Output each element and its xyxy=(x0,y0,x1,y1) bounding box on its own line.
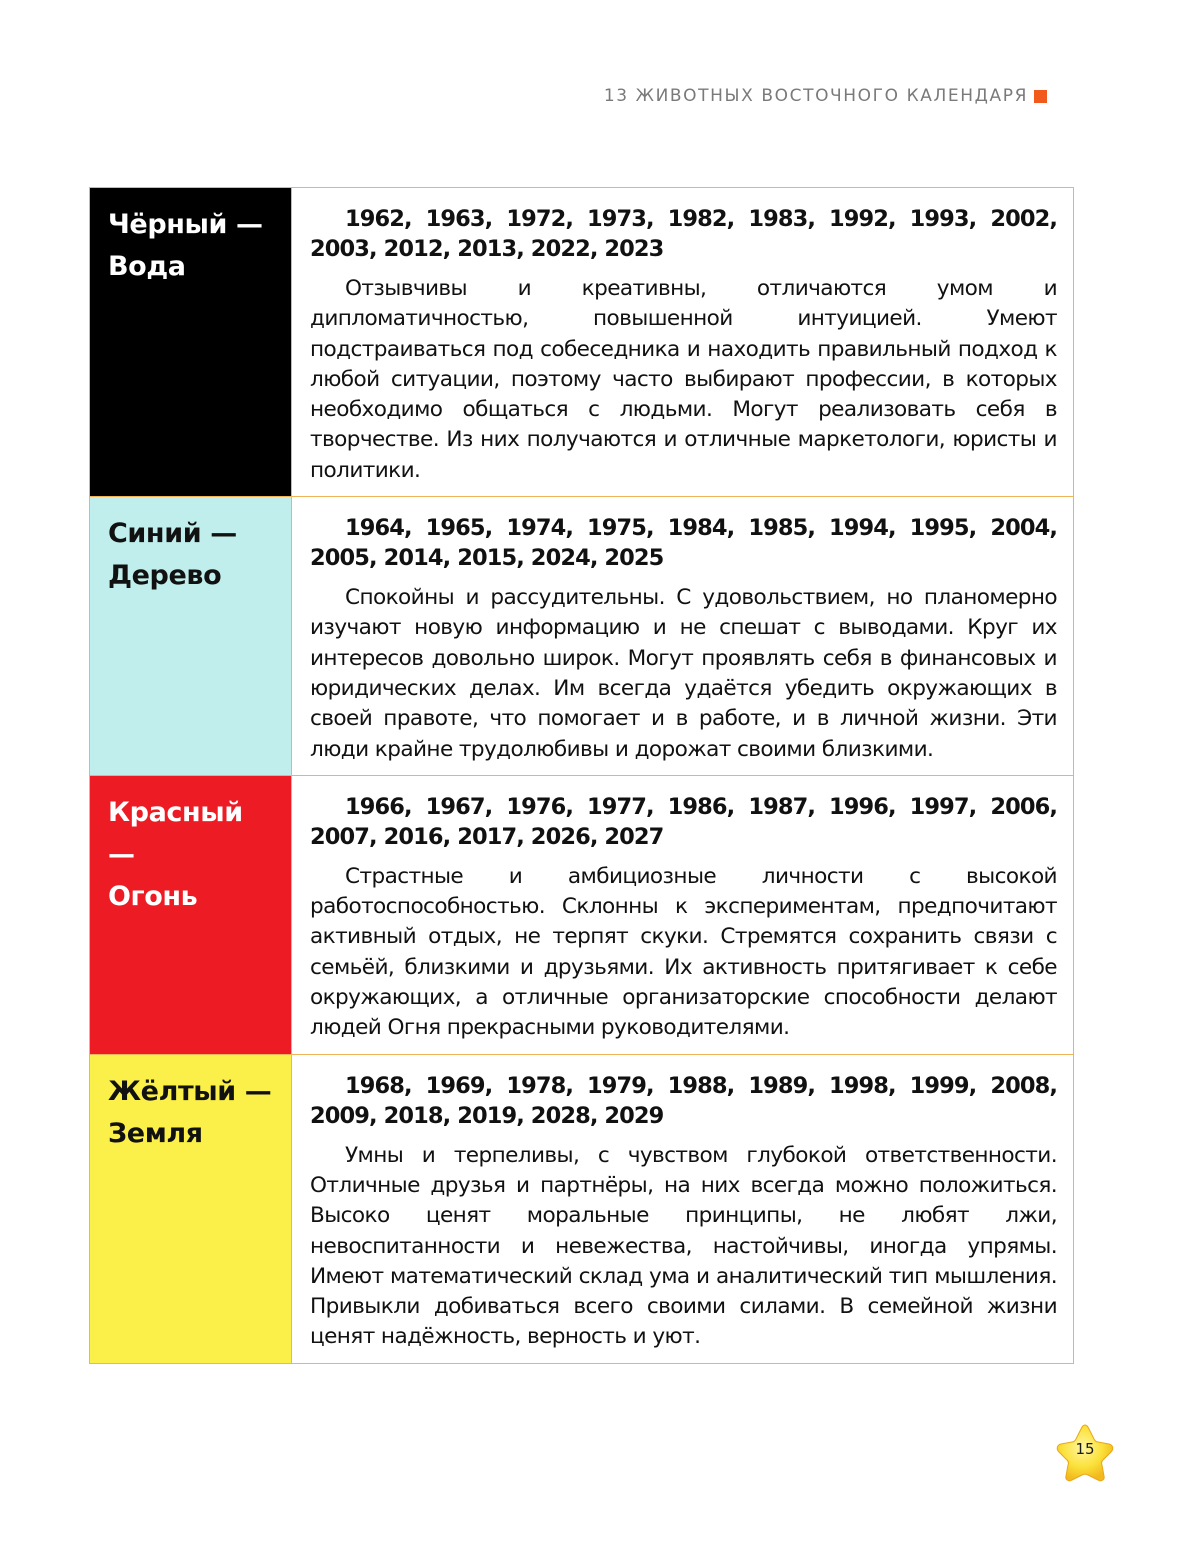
element-label: Вода xyxy=(108,251,186,282)
element-content-cell xyxy=(292,188,1073,496)
element-label: Земля xyxy=(108,1117,203,1149)
elements-table xyxy=(89,187,1074,1364)
table-row xyxy=(90,496,1073,775)
page-number-badge xyxy=(1054,1422,1116,1482)
element-label-cell xyxy=(90,497,292,775)
element-content-cell xyxy=(292,776,1073,1054)
running-header xyxy=(604,86,1047,106)
element-label: Дерево xyxy=(108,560,222,592)
color-label: Чёрный — xyxy=(108,209,263,240)
years-list: 1968, 1969, 1978, 1979, 1988, 1989, 1998, 1999, 2008, 2009, 2018, 2019, 2028, 2029 xyxy=(310,1072,1057,1129)
element-content-cell xyxy=(292,497,1073,775)
color-label: Жёлтый — xyxy=(108,1075,272,1107)
page-number: 15 xyxy=(1075,1440,1095,1458)
years-list: 1964, 1965, 1974, 1975, 1984, 1985, 1994, 1995, 2004, 2005, 2014, 2015, 2024, 2025 xyxy=(310,515,1057,572)
color-label: Красный — xyxy=(108,796,243,870)
years-list: 1962, 1963, 1972, 1973, 1982, 1983, 1992, 1993, 2002, 2003, 2012, 2013, 2022, 2023 xyxy=(310,206,1057,262)
description-text: Отзывчивы и креативны, отличаются умом и дипломатичностью, повышенной интуицией. Умеют подстраиваться под собеседника и находить правильный подход к любой ситуации, поэтому часто выбирают профессии, в которых необходимо общаться с людьми. Могут реализовать себя в творчестве. Из них получаются и отличные маркетологи, юристы и политики. xyxy=(310,276,1057,483)
color-label: Синий — xyxy=(108,518,237,550)
running-title: 13 ЖИВОТНЫХ ВОСТОЧНОГО КАЛЕНДАРЯ xyxy=(603,86,1028,106)
description-text: Умны и терпеливы, с чувством глубокой ответственности. Отличные друзья и партнёры, на них всегда можно положиться. Высоко ценят моральные принципы, не любят лжи, невоспитанности и невежества, настойчивы, иногда упрямы. Имеют математический склад ума и аналитический тип мышления. Привыкли добиваться всего своими силами. В семейной жизни ценят надёжность, верность и уют. xyxy=(310,1142,1057,1350)
description-text: Страстные и амбициозные личности с высокой работоспособностью. Склонны к экспериментам, предпочитают активный отдых, не терпят скуки. Стремятся сохранить связи с семьёй, близкими и друзьями. Их активность притягивает к себе окружающих, а отличные организаторские способности делают людей Огня прекрасными руководителями. xyxy=(310,863,1057,1041)
element-label-cell xyxy=(90,188,292,496)
element-label: Огонь xyxy=(108,880,198,912)
square-marker-icon xyxy=(1034,90,1047,103)
element-label-cell xyxy=(90,1055,292,1363)
table-row xyxy=(90,1054,1073,1363)
table-row xyxy=(90,775,1073,1054)
element-label-cell xyxy=(90,776,292,1054)
table-row xyxy=(90,188,1073,496)
years-list: 1966, 1967, 1976, 1977, 1986, 1987, 1996, 1997, 2006, 2007, 2016, 2017, 2026, 2027 xyxy=(310,793,1057,850)
element-content-cell xyxy=(292,1055,1073,1363)
description-text: Спокойны и рассудительны. С удовольствием, но планомерно изучают новую информацию и не спешат с выводами. Круг их интересов довольно широк. Могут проявлять себя в финансовых и юридических делах. Им всегда удаётся убедить окружающих в своей правоте, что помогает и в работе, и в личной жизни. Эти люди крайне трудолюбивы и дорожат своими близкими. xyxy=(310,585,1057,762)
